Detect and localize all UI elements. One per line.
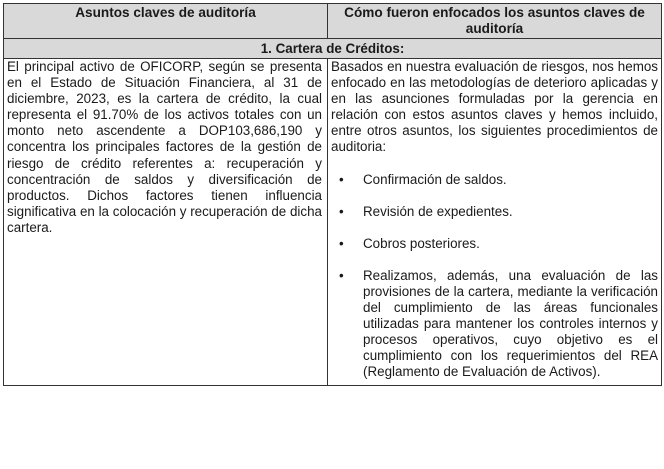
key-matter-description: El principal activo de OFICORP, según se presenta en el Estado de Situación Financiera, al 31 de diciembre, 2023, es la cartera de crédito, la cual representa el 91.70% de los activos totales con un monto neto ascendente a DOP103,686,190 y concentra los principales factores de la gestión de riesgo de crédito referentes a: recuperación y concentración de saldos y diversificación de productos. Dichos factores tienen influencia significativa en la colocación y recuperación de dicha cartera. (7, 59, 322, 235)
key-audit-matters-table (3, 3, 662, 386)
bullet-icon: • (339, 171, 344, 187)
approach-intro: Basados en nuestra evaluación de riesgos, nos hemos enfocado en las metodologías de deterioro aplicadas y en las asunciones formuladas por la gerencia en relación con estos asuntos claves y hemos incluido, entre otros asuntos, los siguientes procedimientos de auditoria: (331, 59, 658, 155)
section-title: 1. Cartera de Créditos: (4, 39, 662, 59)
bullet-icon: • (339, 235, 344, 251)
procedure-text: Confirmación de saldos. (363, 171, 507, 187)
procedures-list (331, 172, 658, 381)
procedure-text: Revisión de expedientes. (363, 203, 513, 219)
bullet-icon: • (339, 203, 344, 219)
approach-cell (328, 59, 662, 386)
procedure-text: Realizamos, además, una evaluación de las provisiones de la cartera, mediante la verificación del cumplimiento de las áreas funcionales utilizadas para mantener los controles internos y procesos operativos, cuyo objetivo es el cumplimiento con los requerimientos del REA (Reglamento de Evaluación de Activos). (363, 267, 658, 380)
table-row (4, 59, 662, 386)
document-page (3, 3, 661, 386)
section-row (4, 39, 662, 59)
list-item (331, 268, 658, 381)
column-header-key-matters: Asuntos claves de auditoría (4, 4, 328, 39)
list-item (331, 204, 658, 220)
list-item (331, 172, 658, 188)
bullet-icon: • (339, 267, 344, 283)
list-item (331, 236, 658, 252)
column-header-approach: Cómo fueron enfocados los asuntos claves de auditoría (328, 4, 662, 39)
procedure-text: Cobros posteriores. (363, 235, 480, 251)
key-matter-cell (4, 59, 328, 386)
table-header-row (4, 4, 662, 39)
